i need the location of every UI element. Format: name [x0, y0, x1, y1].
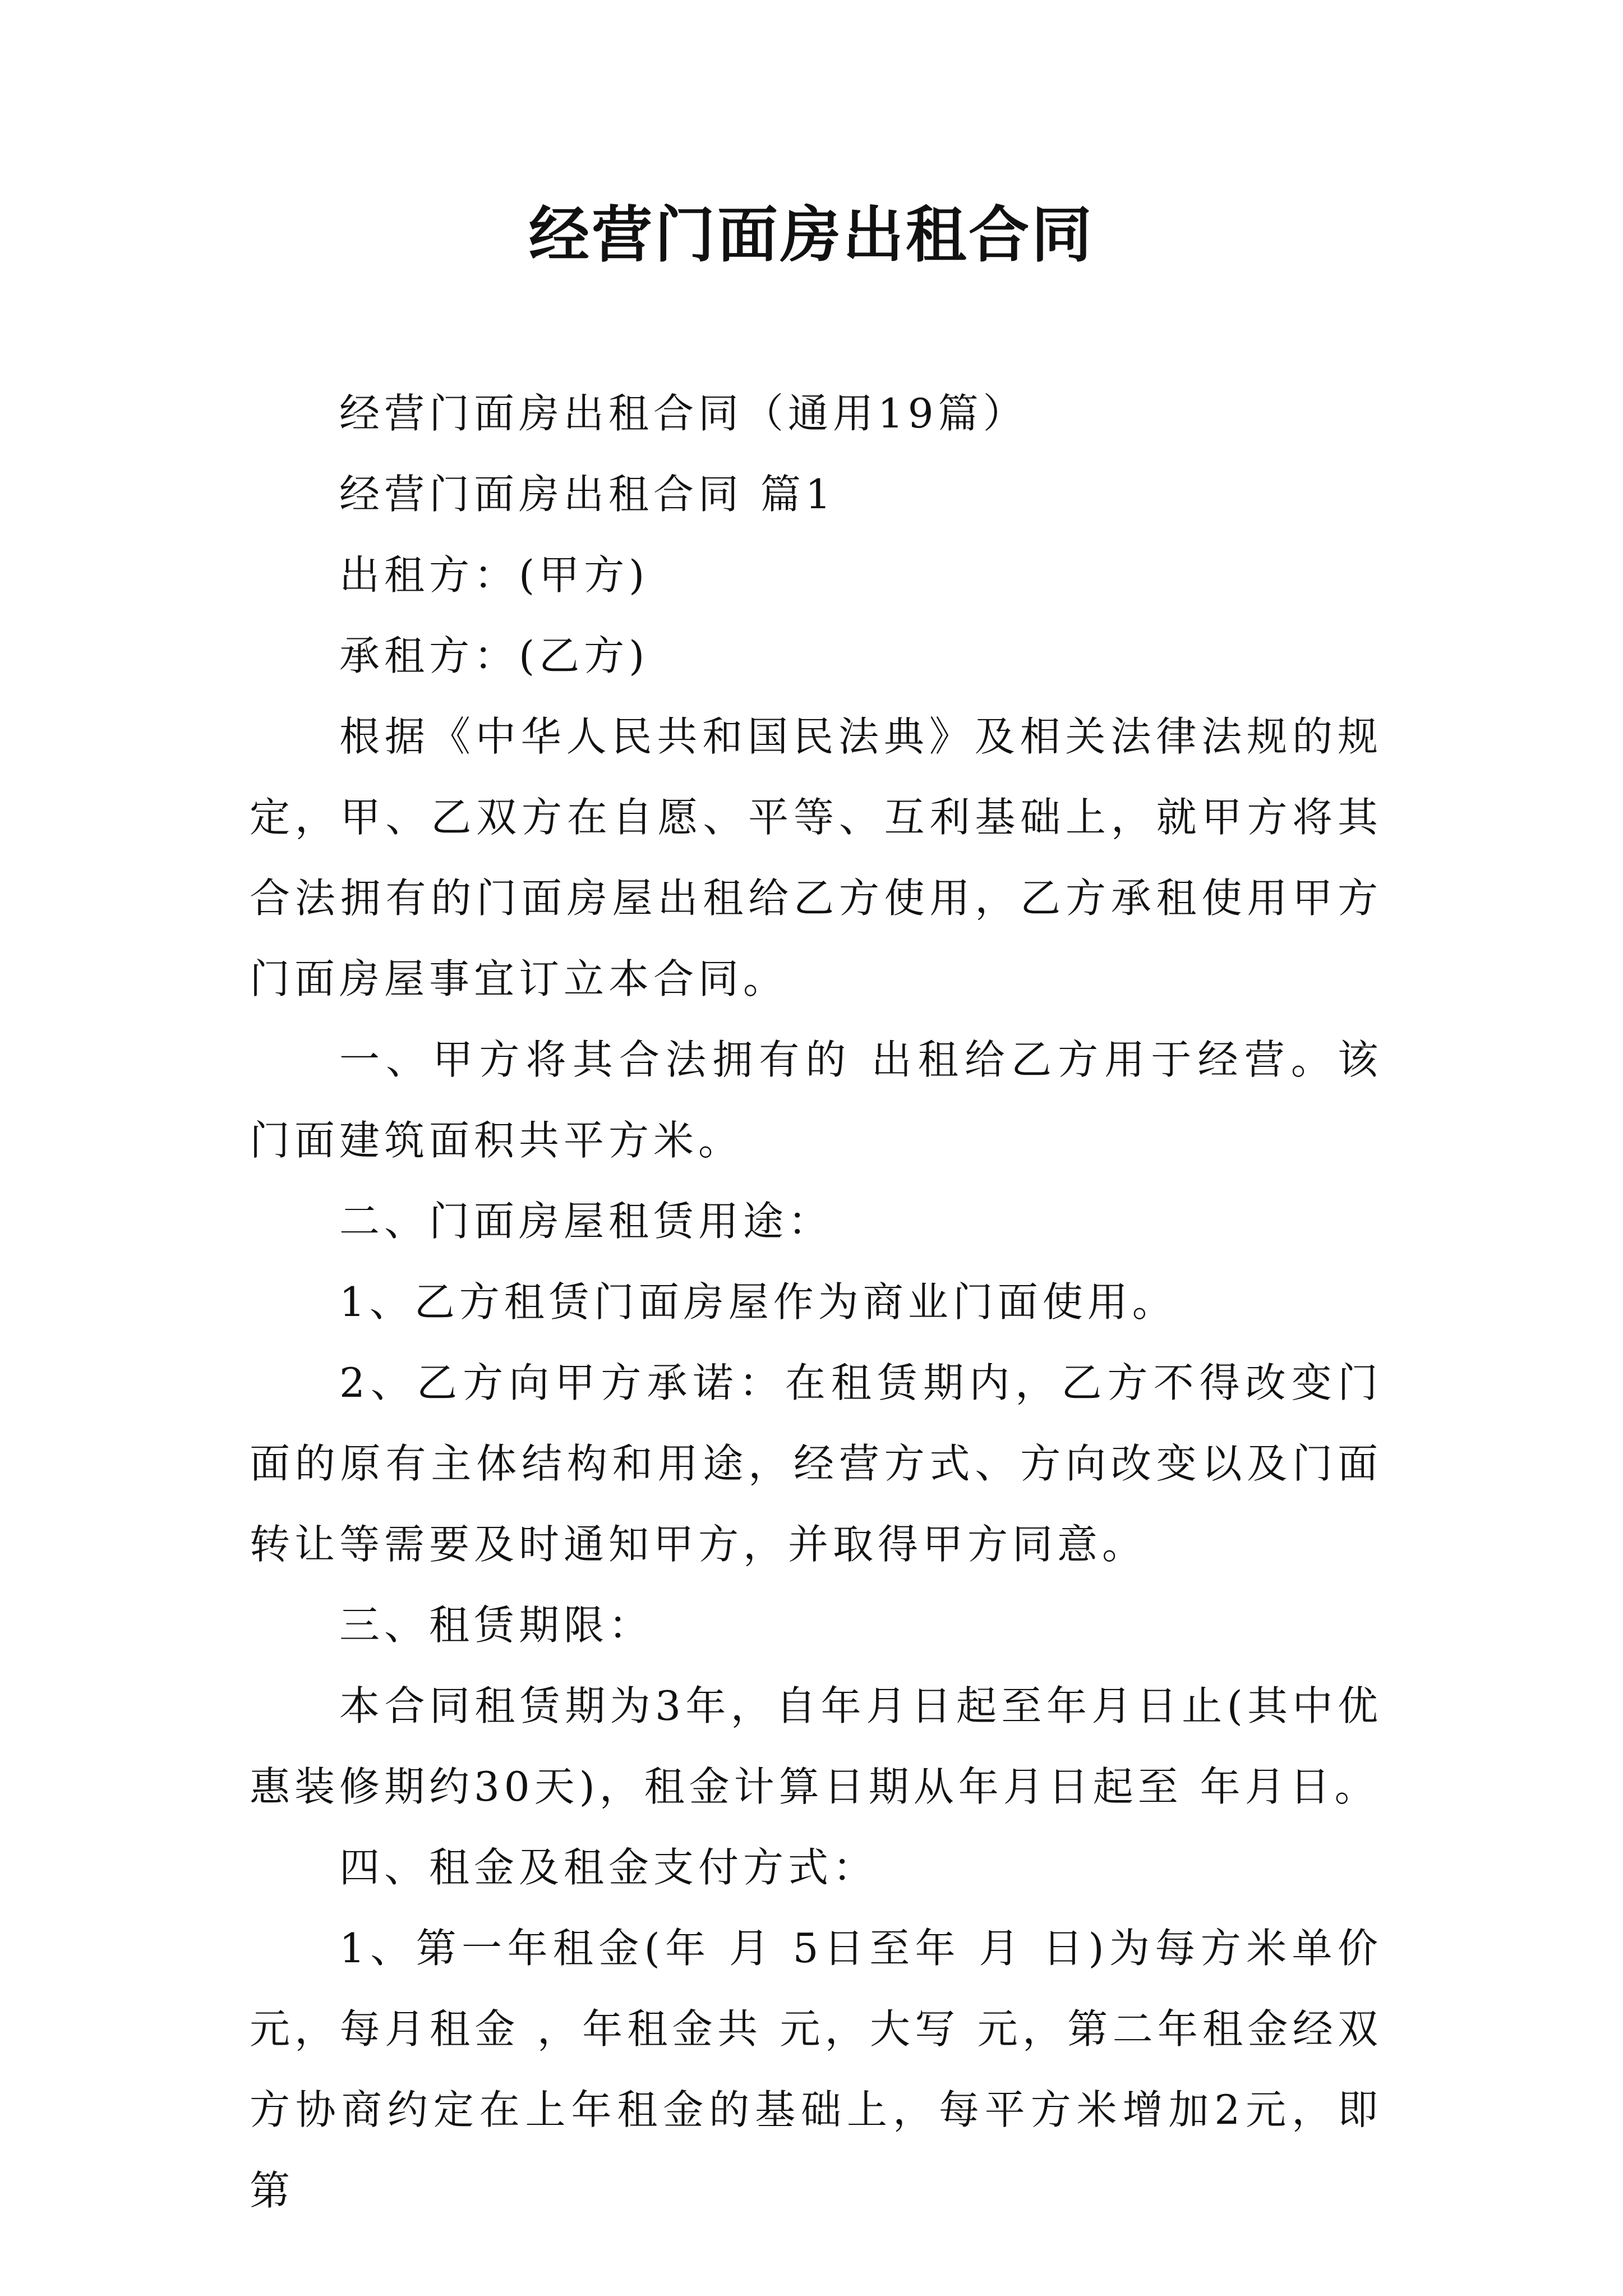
- paragraph-clause-2-item-1: 1、乙方租赁门面房屋作为商业门面使用。: [339, 1278, 1177, 1326]
- paragraph-clause-2-heading: 二、门面房屋租赁用途：: [339, 1198, 833, 1245]
- document-body: [250, 373, 1382, 2231]
- paragraph-lessor: 出租方：(甲方): [339, 551, 649, 599]
- paragraph-subtitle: 经营门面房出租合同（通用19篇）: [339, 390, 1028, 437]
- paragraph-lessee: 承租方：(乙方): [339, 632, 649, 679]
- paragraph-clause-4-item-1: 1、第一年租金(年 月 5日至年 月 日)为每方米单价 元，每月租金 ，年租金共 元，大写 元，第二年租金经双方协商约定在上年租金的基础上，每平方米增加2元，即第: [250, 1925, 1382, 2214]
- paragraph-clause-4-heading: 四、租金及租金支付方式：: [339, 1844, 878, 1891]
- paragraph-clause-3-heading: 三、租赁期限：: [339, 1602, 654, 1649]
- document-title: 经营门面房出租合同: [528, 200, 1094, 270]
- paragraph-preamble: 根据《中华人民共和国民法典》及相关法律法规的规定，甲、乙双方在自愿、平等、互利基础上，就甲方将其合法拥有的门面房屋出租给乙方使用，乙方承租使用甲方门面房屋事宜订立本合同。: [250, 713, 1382, 1002]
- paragraph-clause-2-item-2: 2、乙方向甲方承诺：在租赁期内，乙方不得改变门面的原有主体结构和用途，经营方式、方向改变以及门面转让等需要及时通知甲方，并取得甲方同意。: [250, 1359, 1382, 1568]
- paragraph-clause-1: 一、甲方将其合法拥有的 出租给乙方用于经营。该门面建筑面积共平方米。: [250, 1036, 1382, 1164]
- paragraph-section-heading: 经营门面房出租合同 篇1: [339, 471, 836, 518]
- paragraph-clause-3-body: 本合同租赁期为3年，自年月日起至年月日止(其中优惠装修期约30天)，租金计算日期从年月日起至 年月日。: [250, 1682, 1382, 1810]
